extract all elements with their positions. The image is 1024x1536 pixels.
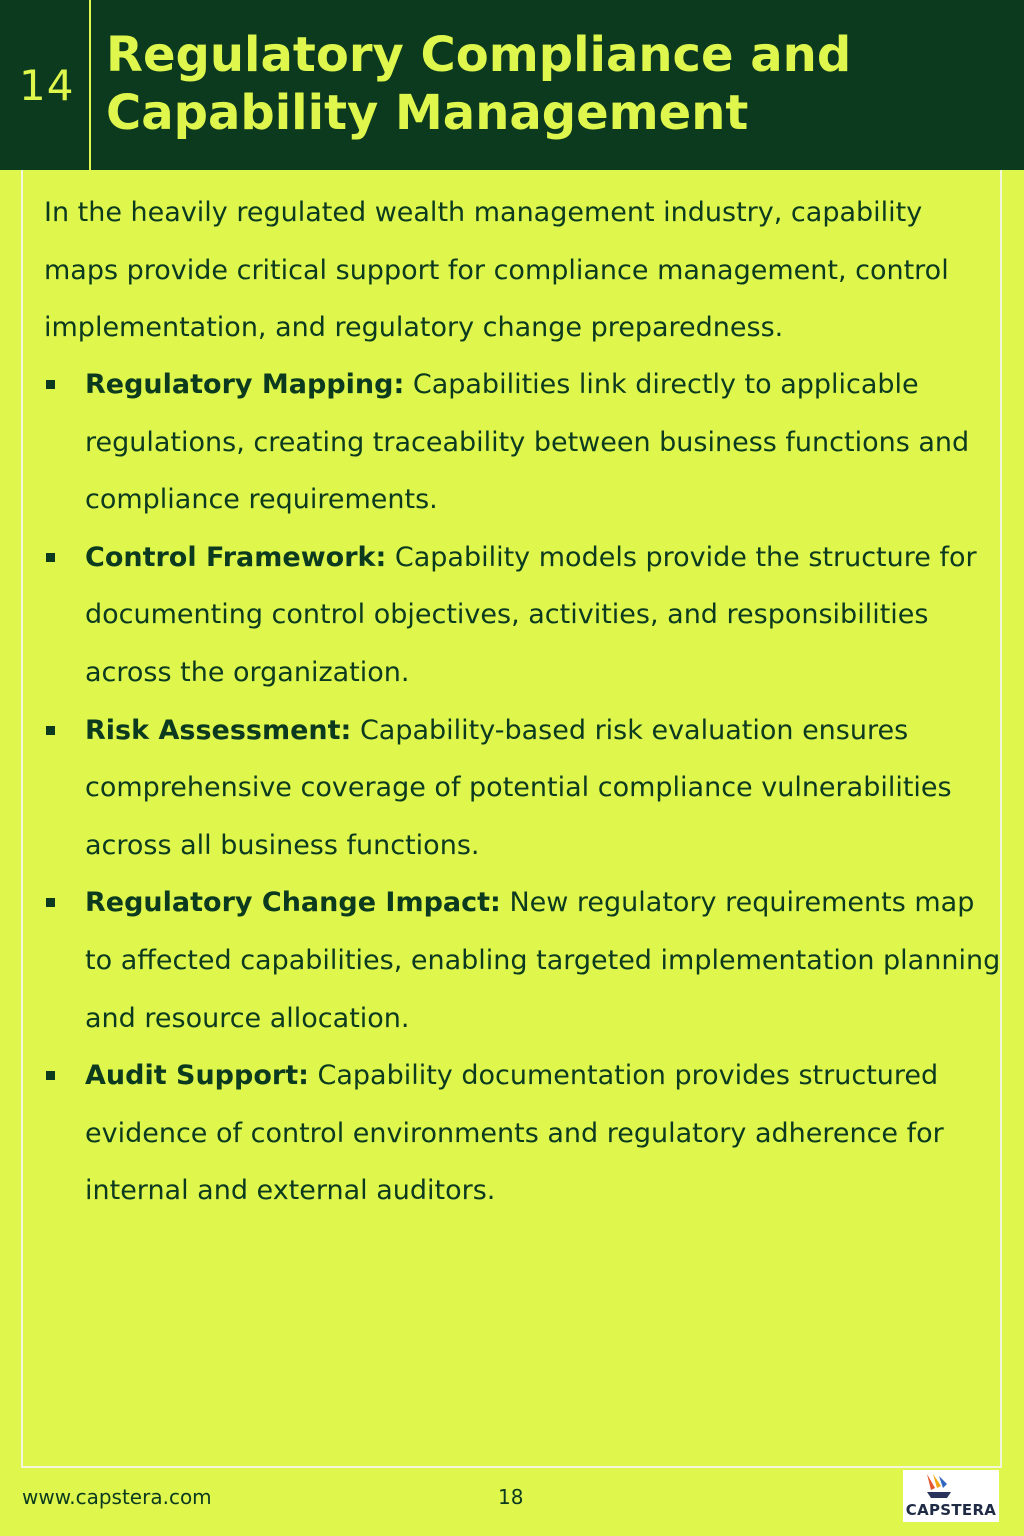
bullet-text: Capability models provide the structure for documenting control objectives, activities, and responsibilities across the organization. [85,541,977,688]
capstera-logo-icon [923,1472,955,1500]
square-bullet-icon [46,1071,55,1080]
bullet-text: Capabilities link directly to applicable regulations, creating traceability between business functions and compliance requirements. [85,369,970,516]
bullet-term: Risk Assessment: [85,714,352,746]
square-bullet-icon [46,726,55,735]
footer-page-number: 18 [498,1485,524,1509]
square-bullet-icon [46,380,55,389]
bullet-item-risk-assessment [44,702,1004,875]
page-title-line-2: Capability Management [106,85,749,141]
intro-paragraph: In the heavily regulated wealth management industry, capability maps provide critical support for compliance management, control implementation, and regulatory change preparedness. [44,197,949,344]
bullet-term: Control Framework: [85,541,387,573]
footer-website: www.capstera.com [22,1485,212,1509]
bullet-term: Regulatory Mapping: [85,369,405,400]
logo-text: CAPSTERA [905,1501,997,1519]
page-title [106,26,1006,142]
bullet-text: New regulatory requirements map to affected capabilities, enabling targeted implementation planning and resource allocation. [85,887,1001,1034]
bullet-item-control-framework [44,529,1004,702]
bullet-list [44,356,1004,1220]
bullet-text: Capability-based risk evaluation ensures comprehensive coverage of potential compliance vulnerabilities across all business functions. [85,714,952,861]
bullet-text: Capability documentation provides structured evidence of control environments and regulatory adherence for internal and external auditors. [85,1060,944,1207]
bullet-item-regulatory-mapping [44,356,1004,529]
bullet-term: Audit Support: [85,1060,309,1092]
section-number: 14 [19,61,75,110]
capstera-logo [903,1470,999,1522]
bullet-term: Regulatory Change Impact: [85,887,501,919]
bullet-item-regulatory-change-impact [44,874,1004,1047]
page-header [0,0,1024,170]
header-divider [89,0,91,170]
bullet-item-audit-support [44,1047,1004,1220]
square-bullet-icon [46,553,55,562]
page-title-line-1: Regulatory Compliance and [106,27,852,83]
square-bullet-icon [46,898,55,907]
